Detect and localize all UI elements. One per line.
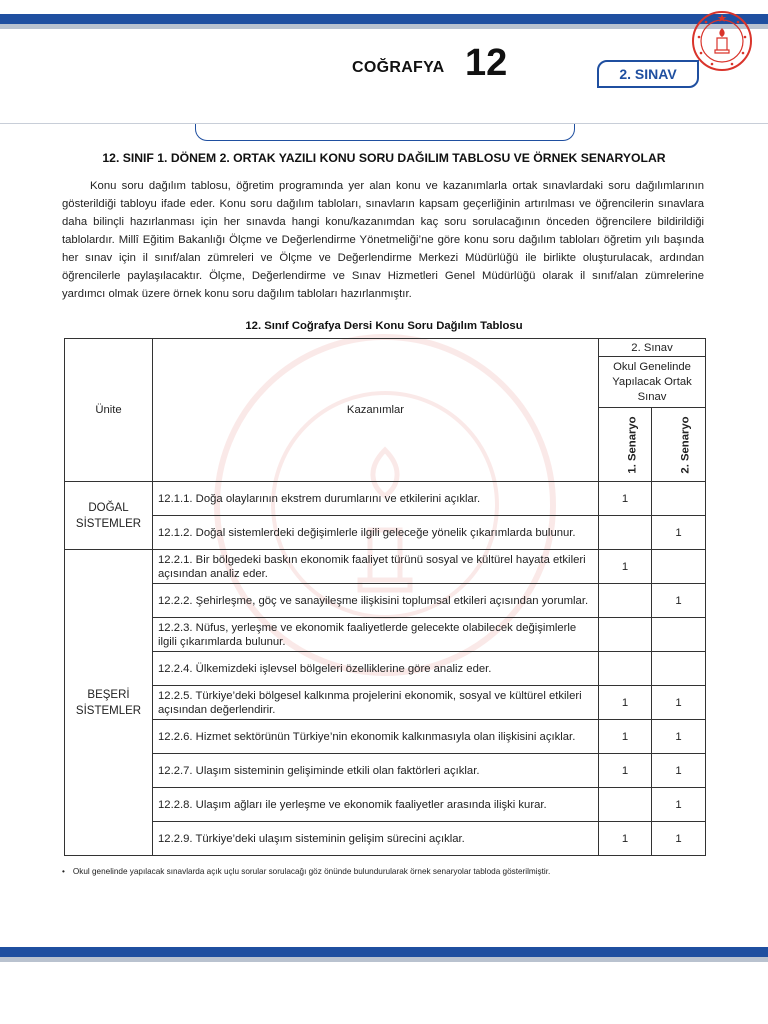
table-row <box>65 618 706 652</box>
header-sinav: 2. Sınav <box>599 339 706 357</box>
table-row <box>65 652 706 686</box>
unit-beseri-sistemler: BEŞERİ SİSTEMLER <box>65 550 153 856</box>
table-row <box>65 788 706 822</box>
table-row <box>65 584 706 618</box>
senaryo-2-cell <box>652 652 706 686</box>
table-row <box>65 550 706 584</box>
kazanim-cell: 12.2.7. Ulaşım sisteminin gelişiminde etkili olan faktörleri açıklar. <box>153 754 599 788</box>
document-title: 12. SINIF 1. DÖNEM 2. ORTAK YAZILI KONU SORU DAĞILIM TABLOSU VE ÖRNEK SENARYOLAR <box>102 151 666 165</box>
kazanim-cell: 12.1.1. Doğa olaylarının ekstrem durumlarını ve etkilerini açıklar. <box>153 482 599 516</box>
senaryo-2-cell <box>652 550 706 584</box>
senaryo-2-cell: 1 <box>652 516 706 550</box>
header-senaryo-2: 2. Senaryo <box>652 408 706 482</box>
senaryo-1-cell: 1 <box>599 482 652 516</box>
table-row <box>65 822 706 856</box>
senaryo-1-cell <box>599 516 652 550</box>
header-okul-genelinde: Okul Genelinde Yapılacak Ortak Sınav <box>599 357 706 408</box>
table-row <box>65 516 706 550</box>
senaryo-1-cell: 1 <box>599 720 652 754</box>
table-row <box>65 720 706 754</box>
senaryo-1-cell: 1 <box>599 550 652 584</box>
footnote <box>62 867 550 876</box>
top-grey-band <box>0 24 768 29</box>
senaryo-2-cell: 1 <box>652 720 706 754</box>
table-title: 12. Sınıf Coğrafya Dersi Konu Soru Dağılım Tablosu <box>245 320 523 332</box>
grade-number: 12 <box>465 42 508 84</box>
kazanim-cell: 12.2.4. Ülkemizdeki işlevsel bölgeleri özelliklerine göre analiz eder. <box>153 652 599 686</box>
top-blue-band <box>0 14 768 24</box>
subject-title: COĞRAFYA <box>352 59 445 76</box>
meb-seal-icon <box>691 10 753 72</box>
senaryo-2-cell <box>652 482 706 516</box>
senaryo-2-cell: 1 <box>652 788 706 822</box>
distribution-table <box>64 338 706 856</box>
kazanim-cell: 12.2.6. Hizmet sektörünün Türkiye’nin ekonomik kalkınmasıyla olan ilişkisini açıklar. <box>153 720 599 754</box>
bullet-icon: • <box>62 867 65 876</box>
senaryo-2-cell: 1 <box>652 754 706 788</box>
senaryo-2-cell <box>652 618 706 652</box>
kazanim-cell: 12.2.2. Şehirleşme, göç ve sanayileşme ilişkisini toplumsal etkileri açısından yorumlar. <box>153 584 599 618</box>
senaryo-1-cell: 1 <box>599 822 652 856</box>
unit-dogal-sistemler: DOĞAL SİSTEMLER <box>65 482 153 550</box>
kazanim-cell: 12.2.3. Nüfus, yerleşme ve ekonomik faaliyetlerde gelecekte olabilecek değişimlerle ilgili çıkarımlarda bulunur. <box>153 618 599 652</box>
table-row <box>65 482 706 516</box>
senaryo-2-cell: 1 <box>652 584 706 618</box>
header-senaryo-1: 1. Senaryo <box>599 408 652 482</box>
senaryo-1-cell <box>599 618 652 652</box>
table-row <box>65 686 706 720</box>
bottom-blue-band <box>0 947 768 957</box>
footnote-text: Okul genelinde yapılacak sınavlarda açık uçlu sorular sorulacağı göz önünde bulundurularak örnek senaryolar tabloda gösterilmiştir. <box>72 867 551 876</box>
kazanim-cell: 12.1.2. Doğal sistemlerdeki değişimlerle ilgili geleceğe yönelik çıkarımlarda bulunur. <box>153 516 599 550</box>
kazanim-cell: 12.2.9. Türkiye’deki ulaşım sisteminin gelişim sürecini açıklar. <box>153 822 599 856</box>
kazanim-cell: 12.2.8. Ulaşım ağları ile yerleşme ve ekonomik faaliyetler arasında ilişki kurar. <box>153 788 599 822</box>
senaryo-1-cell <box>599 788 652 822</box>
intro-paragraph: Konu soru dağılım tablosu, öğretim programında yer alan konu ve kazanımlarla ortak sınavlardaki soru dağılımlarının gösterildiği tabloyu ifade eder. Konu soru dağılım tabloları, sınavların kapsam geçerliğinin artırılması ve öğrencilerin sınavlara daha bilinçli hazırlanması için her sınavda hangi konu/kazanımdan kaç soru sorulacağının önceden öğrencilere bildirildiği tablolardır. Millî Eğitim Bakanlığı Ölçme ve Değerlendirme Yönetmeliği’ne göre konu soru dağılım tabloları öğretim yılı başında her sınav için il sınıf/alan zümreleri ve Ölçme ve Değerlendirme Merkezi Müdürlüğü ile birlikte oluşturulacak, ardından öğrencilerle paylaşılacaktır. Ölçme, Değerlendirme ve Sınav Hizmetleri Genel Müdürlüğü olarak il sınıf/alan zümrelerine yardımcı olmak üzere örnek konu soru dağılım tabloları hazırlanmıştır. <box>62 180 704 300</box>
senaryo-1-cell <box>599 652 652 686</box>
senaryo-2-cell: 1 <box>652 822 706 856</box>
senaryo-2-cell: 1 <box>652 686 706 720</box>
senaryo-1-cell: 1 <box>599 754 652 788</box>
kazanim-cell: 12.2.5. Türkiye’deki bölgesel kalkınma projelerini ekonomik, sosyal ve kültürel etkileri açısından değerlendirir. <box>153 686 599 720</box>
kazanim-cell: 12.2.1. Bir bölgedeki baskın ekonomik faaliyet türünü sosyal ve kültürel hayata etkileri açısından analiz eder. <box>153 550 599 584</box>
senaryo-1-cell <box>599 584 652 618</box>
bottom-grey-band <box>0 957 768 962</box>
senaryo-1-cell: 1 <box>599 686 652 720</box>
header-unite: Ünite <box>65 339 153 482</box>
header-tab-shape <box>195 124 575 141</box>
table-row <box>65 754 706 788</box>
exam-badge: 2. SINAV <box>597 60 699 88</box>
header-kazanimlar: Kazanımlar <box>153 339 599 482</box>
